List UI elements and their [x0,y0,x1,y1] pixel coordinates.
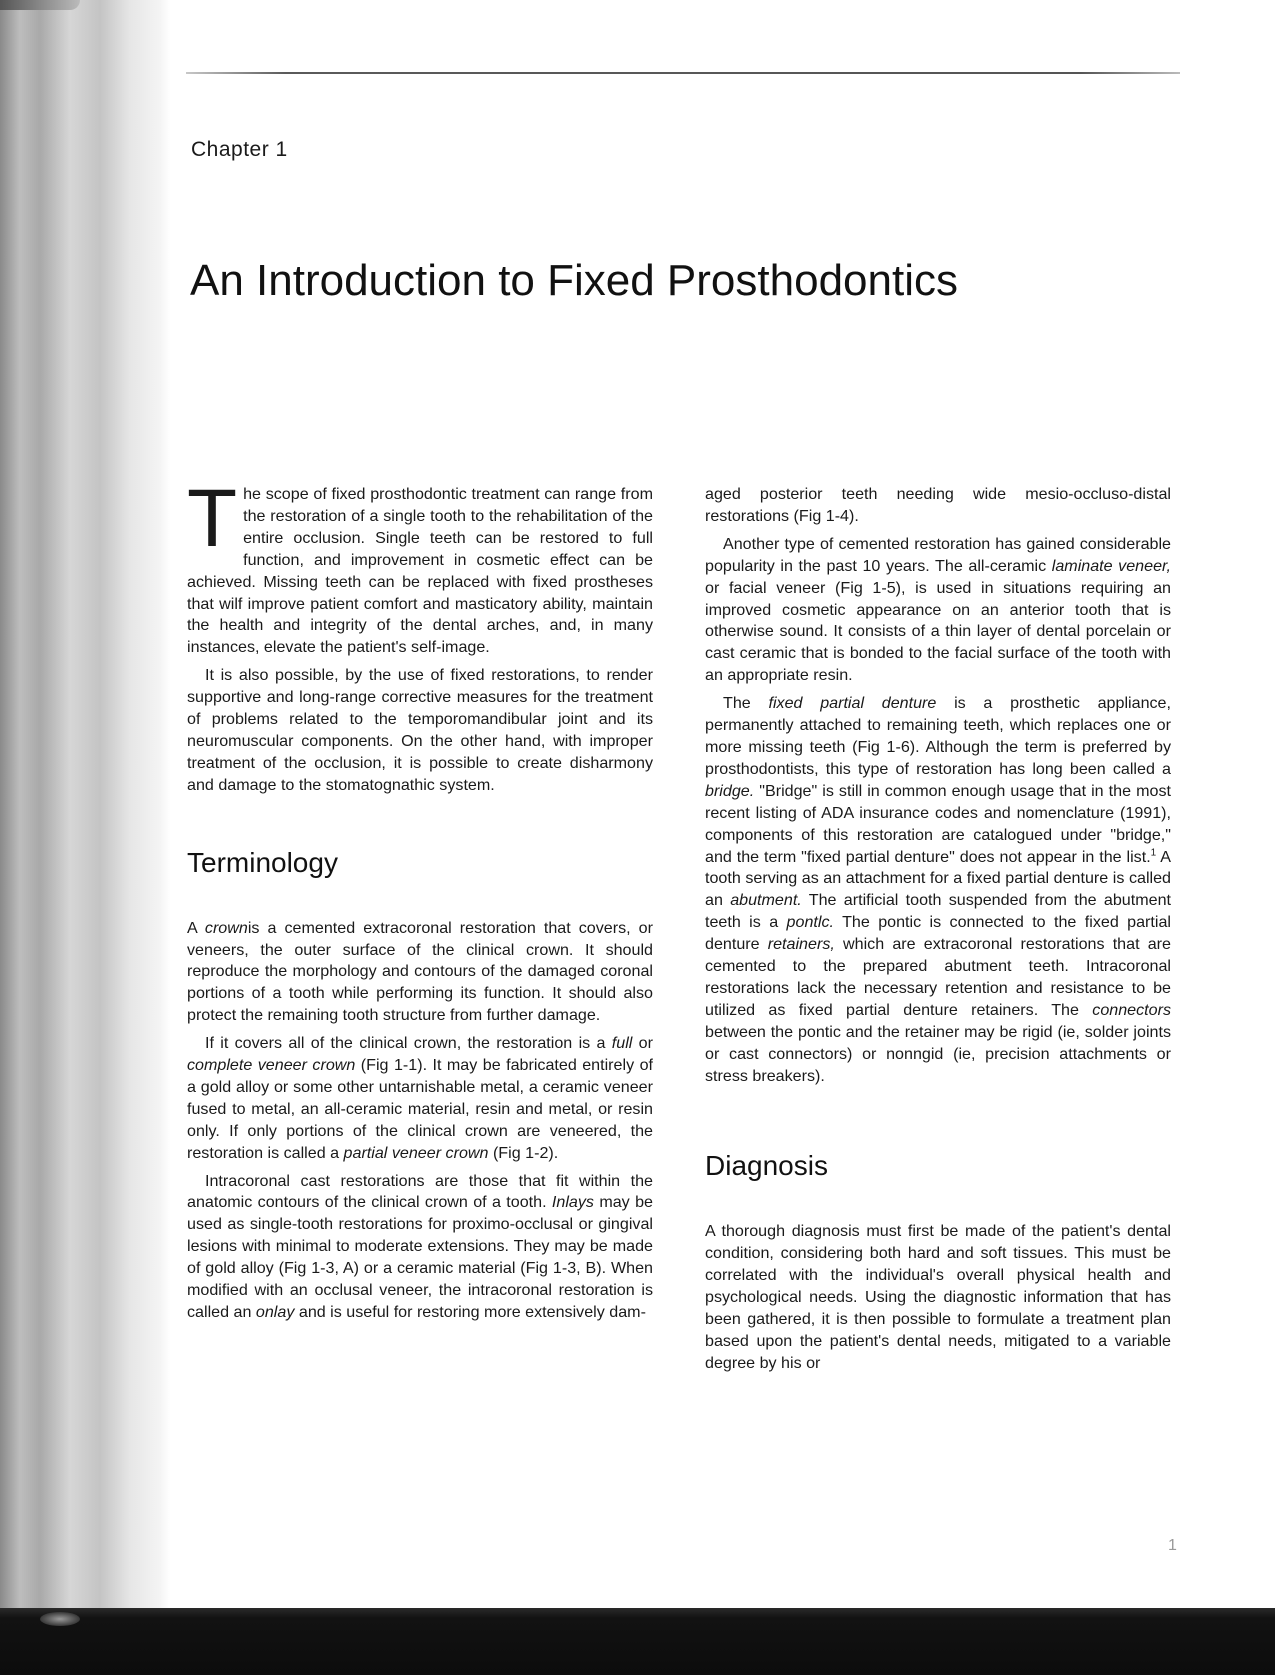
diagnosis-paragraph: A thorough diagnosis must first be made of the patient's dental condition, considering both hard and soft tissues. This must be correlated with the individual's overall physical health and psychological needs. Using the diagnostic information that has been gathered, it is then possible to formulate a treatment plan based upon the patient's dental needs, mitigated to a variable degree by his or [705,1222,1171,1372]
fixed-partial-denture-paragraph: The fixed partial denture is a prosthetic appliance, permanently attached to remaining teeth, which replaces one or more missing teeth (Fig 1-6). Although the term is preferred by prosthodontists, this type of restoration has long been called a bridge. "Bridge" is still in common enough usage that in the most recent listing of ADA insurance codes and nomenclature (1991), components of this restoration are catalogued under "bridge," and the term "fixed partial denture" does not appear in the list.$^1$ A tooth serving as an attachment for a fixed partial denture is called an abutment. The artificial tooth suspended from the abutment teeth is a pontlc. The pontic is connected to the fixed partial denture retainers, which are extracoronal restorations that are cemented to the prepared abutment teeth. Intracoronal restorations lack the necessary retention and resistance to be utilized as fixed partial denture retainers. The connectors between the pontic and the retainer may be rigid (ie, solder joints or cast connectors) or nonngid (ie, precision attachments or stress breakers). [705,694,1172,1085]
intro-paragraph-2: It is also possible, by the use of fixed restorations, to render supportive and long-range corrective measures for the treatment of problems related to the temporomandibular joint and its neuromuscular components. On the other hand, with improper treatment of the occlusion, it is possible to create disharmony and damage to the stomatognathic system. [187,666,653,794]
laminate-veneer-paragraph: Another type of cemented restoration has gained considerable popularity in the past 10 years. The all-ceramic laminate veneer, or facial veneer (Fig 1-5), is used in situations requiring an improved cosmetic appearance on an anterior tooth that is otherwise sound. It consists of a thin layer of dental porcelain or cast ceramic that is bonded to the facial surface of the tooth with an appropriate resin. [705,534,1171,685]
header-rule [186,72,1180,74]
footnote-ref: 1 [1150,847,1157,859]
scan-smudge [40,1612,80,1626]
intro-paragraph-1: The scope of fixed prosthodontic treatment can range from the restoration of a single tooth to the rehabilitation of the entire occlusion. Single teeth can be restored to full function, and improvement in cosmetic effect can be achieved. Missing teeth can be replaced with fixed prostheses that wilf improve patient comfort and masticatory ability, maintain the health and integrity of the dental arches, and, in many instances, elevate the patient's self-image. [187,473,653,657]
scan-corner-shadow [0,0,80,10]
continued-paragraph: aged posterior teeth needing wide mesio-occluso-distal restorations (Fig 1-4). [705,485,1171,525]
full-crown-paragraph: If it covers all of the clinical crown, the restoration is a full or complete veneer crown (Fig 1-1). It may be fabricated entirely of a gold alloy or some other untarnishable metal, a ceramic veneer fused to metal, an all-ceramic material, resin and metal, or resin only. If only portions of the clinical crown are veneered, the restoration is called a partial veneer crown (Fig 1-2). [187,1034,653,1162]
right-column [705,484,1171,1381]
diagnosis-heading: Diagnosis [705,1150,828,1182]
page-number: 1 [1168,1537,1177,1554]
crown-paragraph: A crownis a cemented extracoronal restoration that covers, or veneers, the outer surface of the clinical crown. It should reproduce the morphology and contours of the damaged coronal portions of a tooth while performing its function. It should also protect the remaining tooth structure from further damage. [187,918,653,1025]
chapter-title: An Introduction to Fixed Prosthodontics [190,256,958,305]
book-spine-shadow [0,0,170,1675]
intracoronal-paragraph: Intracoronal cast restorations are those that fit within the anatomic contours of the clinical crown of a tooth. Inlays may be used as single-tooth restorations for proximo-occlusal or gingival lesions with minimal to moderate extensions. They may be made of gold alloy (Fig 1-3, A) or a ceramic material (Fig 1-3, B). When modified with an occlusal veneer, the intracoronal restoration is called an onlay and is useful for restoring more extensively dam- [187,1171,653,1321]
scan-bottom-edge [0,1608,1275,1675]
left-column [187,473,653,1330]
drop-cap: T [187,473,238,564]
chapter-label: Chapter 1 [191,138,288,161]
terminology-heading: Terminology [187,846,338,878]
